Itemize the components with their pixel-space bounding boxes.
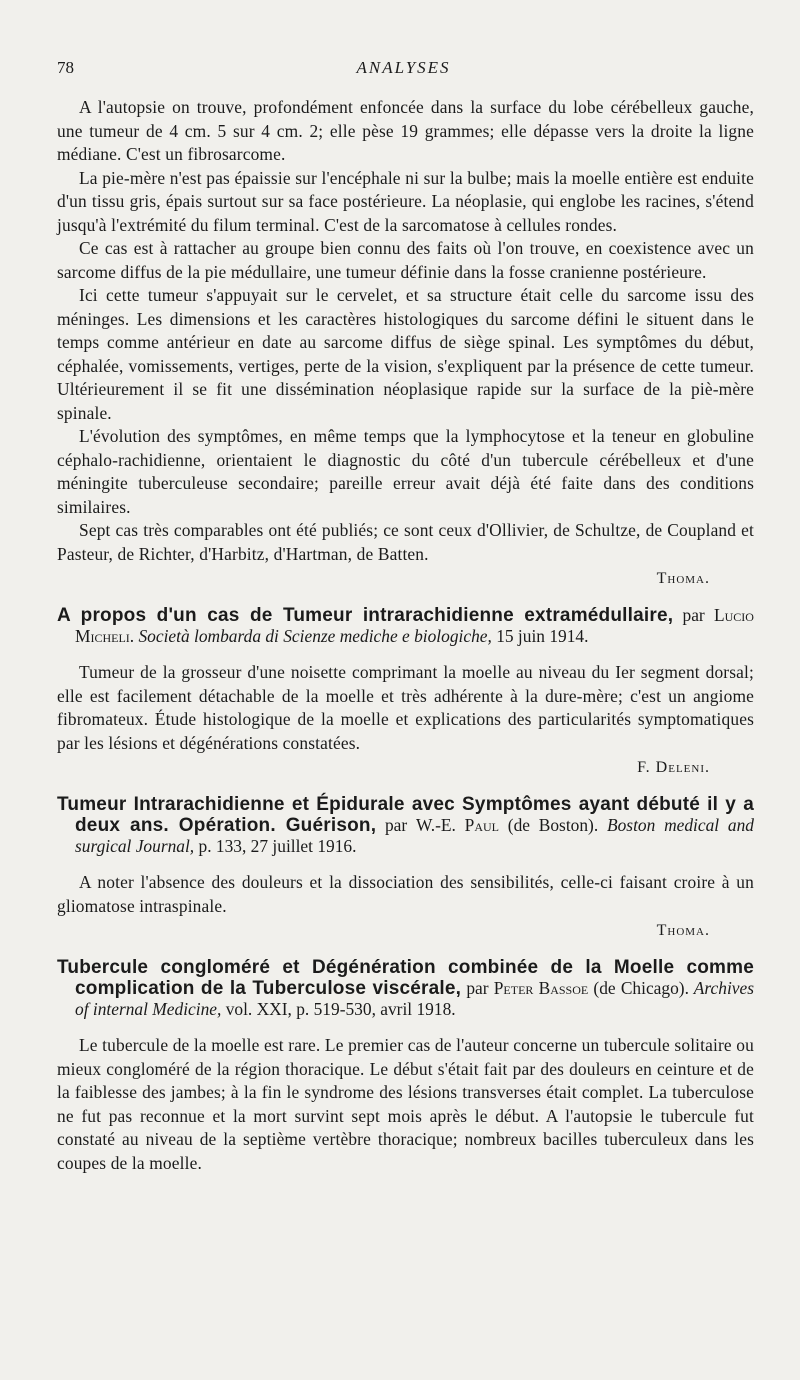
section-body: A noter l'absence des douleurs et la dissociation des sensibilités, celle-ci faisant croire à un gliomatose intraspinale. — [57, 872, 754, 916]
page-body — [57, 96, 754, 1175]
section-author: Lucio Micheli. — [75, 605, 754, 646]
section-author-place: (de Chicago). — [588, 978, 689, 998]
section-by: par — [461, 978, 494, 998]
page-header — [57, 58, 750, 88]
page-number: 78 — [57, 58, 74, 77]
section-author: W.-E. Paul — [415, 815, 499, 835]
section-by: par — [673, 605, 715, 625]
section-title-bold: Tumeur Intrarachidienne et Épidurale avec Symptômes ayant débuté il y a deux ans. Opération. Guérison, — [57, 794, 754, 836]
section-title-bold: Tubercule congloméré et Dégénération combinée de la Moelle comme complication de la Tuberculose viscérale, — [57, 957, 754, 999]
section-author: Peter Bassoe — [493, 978, 589, 998]
continued-review — [57, 96, 754, 590]
paragraph: Sept cas très comparables ont été publiés; ce sont ceux d'Ollivier, de Schultze, de Coupland et Pasteur, de Richter, d'Harbitz, d'Hartman, de Batten. — [57, 520, 754, 564]
section-title — [57, 957, 754, 1020]
section-date: p. 133, 27 juillet 1916. — [194, 836, 357, 856]
review-section-2 — [57, 794, 754, 942]
paragraph: Ce cas est à rattacher au groupe bien connu des faits où l'on trouve, en coexistence avec un sarcome diffus de la pie médullaire, une tumeur définie dans la fosse cranienne postérieure. — [57, 238, 754, 282]
section-title — [57, 605, 754, 647]
section-journal: Boston medical and surgical Journal, — [75, 815, 754, 856]
paragraph: L'évolution des symptômes, en même temps que la lymphocytose et la teneur en globuline céphalo-rachidienne, orientaient le diagnostic du côté d'un tubercule cérébelleux et d'une méningite tuberculeuse secondaire; pareille erreur avait déjà été faite dans des conditions similaires. — [57, 426, 754, 517]
section-by: par — [376, 815, 416, 835]
section-journal: Società lombarda di Scienze mediche e biologiche, — [134, 626, 492, 646]
reviewer-signature: F. Deleni. — [637, 759, 710, 776]
section-journal: Archives of internal Medicine, — [75, 978, 755, 1019]
review-section-3 — [57, 957, 754, 1175]
section-body: Tumeur de la grosseur d'une noisette comprimant la moelle au niveau du Ier segment dorsal; elle est facilement détachable de la moelle et très adhérente à la dure-mère; c'est un angiome fibromateux. Étude histologique de la moelle et explications des particularités symptomatiques par les lésions et dégénérations constatées. — [57, 662, 754, 753]
paragraph: A l'autopsie on trouve, profondément enfoncée dans la surface du lobe cérébelleux gauche, une tumeur de 4 cm. 5 sur 4 cm. 2; elle pèse 19 grammes; elle dépasse vers la droite la ligne médiane. C'est un fibrosarcome. — [57, 97, 754, 164]
running-head: ANALYSES — [356, 58, 451, 77]
section-author-place: (de Boston). — [499, 815, 599, 835]
reviewer-signature: Thoma. — [656, 570, 710, 587]
paragraph: La pie-mère n'est pas épaissie sur l'encéphale ni sur la bulbe; mais la moelle entière est enduite d'un tissu gris, épais surtout sur sa face postérieure. La néoplasie, qui englobe les racines, s'étend jusqu'à l'extrémité du filum terminal. C'est de la sarcomatose à cellules rondes. — [57, 167, 754, 235]
section-date: vol. XXI, p. 519-530, avril 1918. — [221, 999, 456, 1019]
section-title — [57, 794, 754, 857]
section-title-bold: A propos d'un cas de Tumeur intrarachidienne extramédullaire, — [57, 605, 674, 626]
reviewer-signature: Thoma. — [656, 922, 710, 939]
review-section-1 — [57, 605, 754, 779]
section-date: 15 juin 1914. — [491, 626, 589, 646]
section-body: Le tubercule de la moelle est rare. Le premier cas de l'auteur concerne un tubercule solitaire ou mieux congloméré de la région thoracique. Le début s'était fait par des douleurs en ceinture et de la faiblesse des jambes; à la fin le syndrome des lésions transverses était complet. La tuberculose ne fut pas reconnue et la mort survint sept mois après le début. A l'autopsie le tubercule fut constaté au niveau de la septième vertèbre thoracique; nombreux bacilles tuberculeux dans les coupes de la moelle. — [57, 1035, 754, 1173]
paragraph: Ici cette tumeur s'appuyait sur le cervelet, et sa structure était celle du sarcome issu des méninges. Les dimensions et les caractères histologiques du sarcome défini le situent dans le temps comme antérieur en date au sarcome diffus de siège spinal. Les symptômes du début, céphalée, vomissements, vertiges, perte de la vision, s'expliquent par la présence de cette tumeur. Ultérieurement il se fit une dissémination néoplasique rapide sur la surface de la piè-mère spinale. — [57, 285, 754, 423]
